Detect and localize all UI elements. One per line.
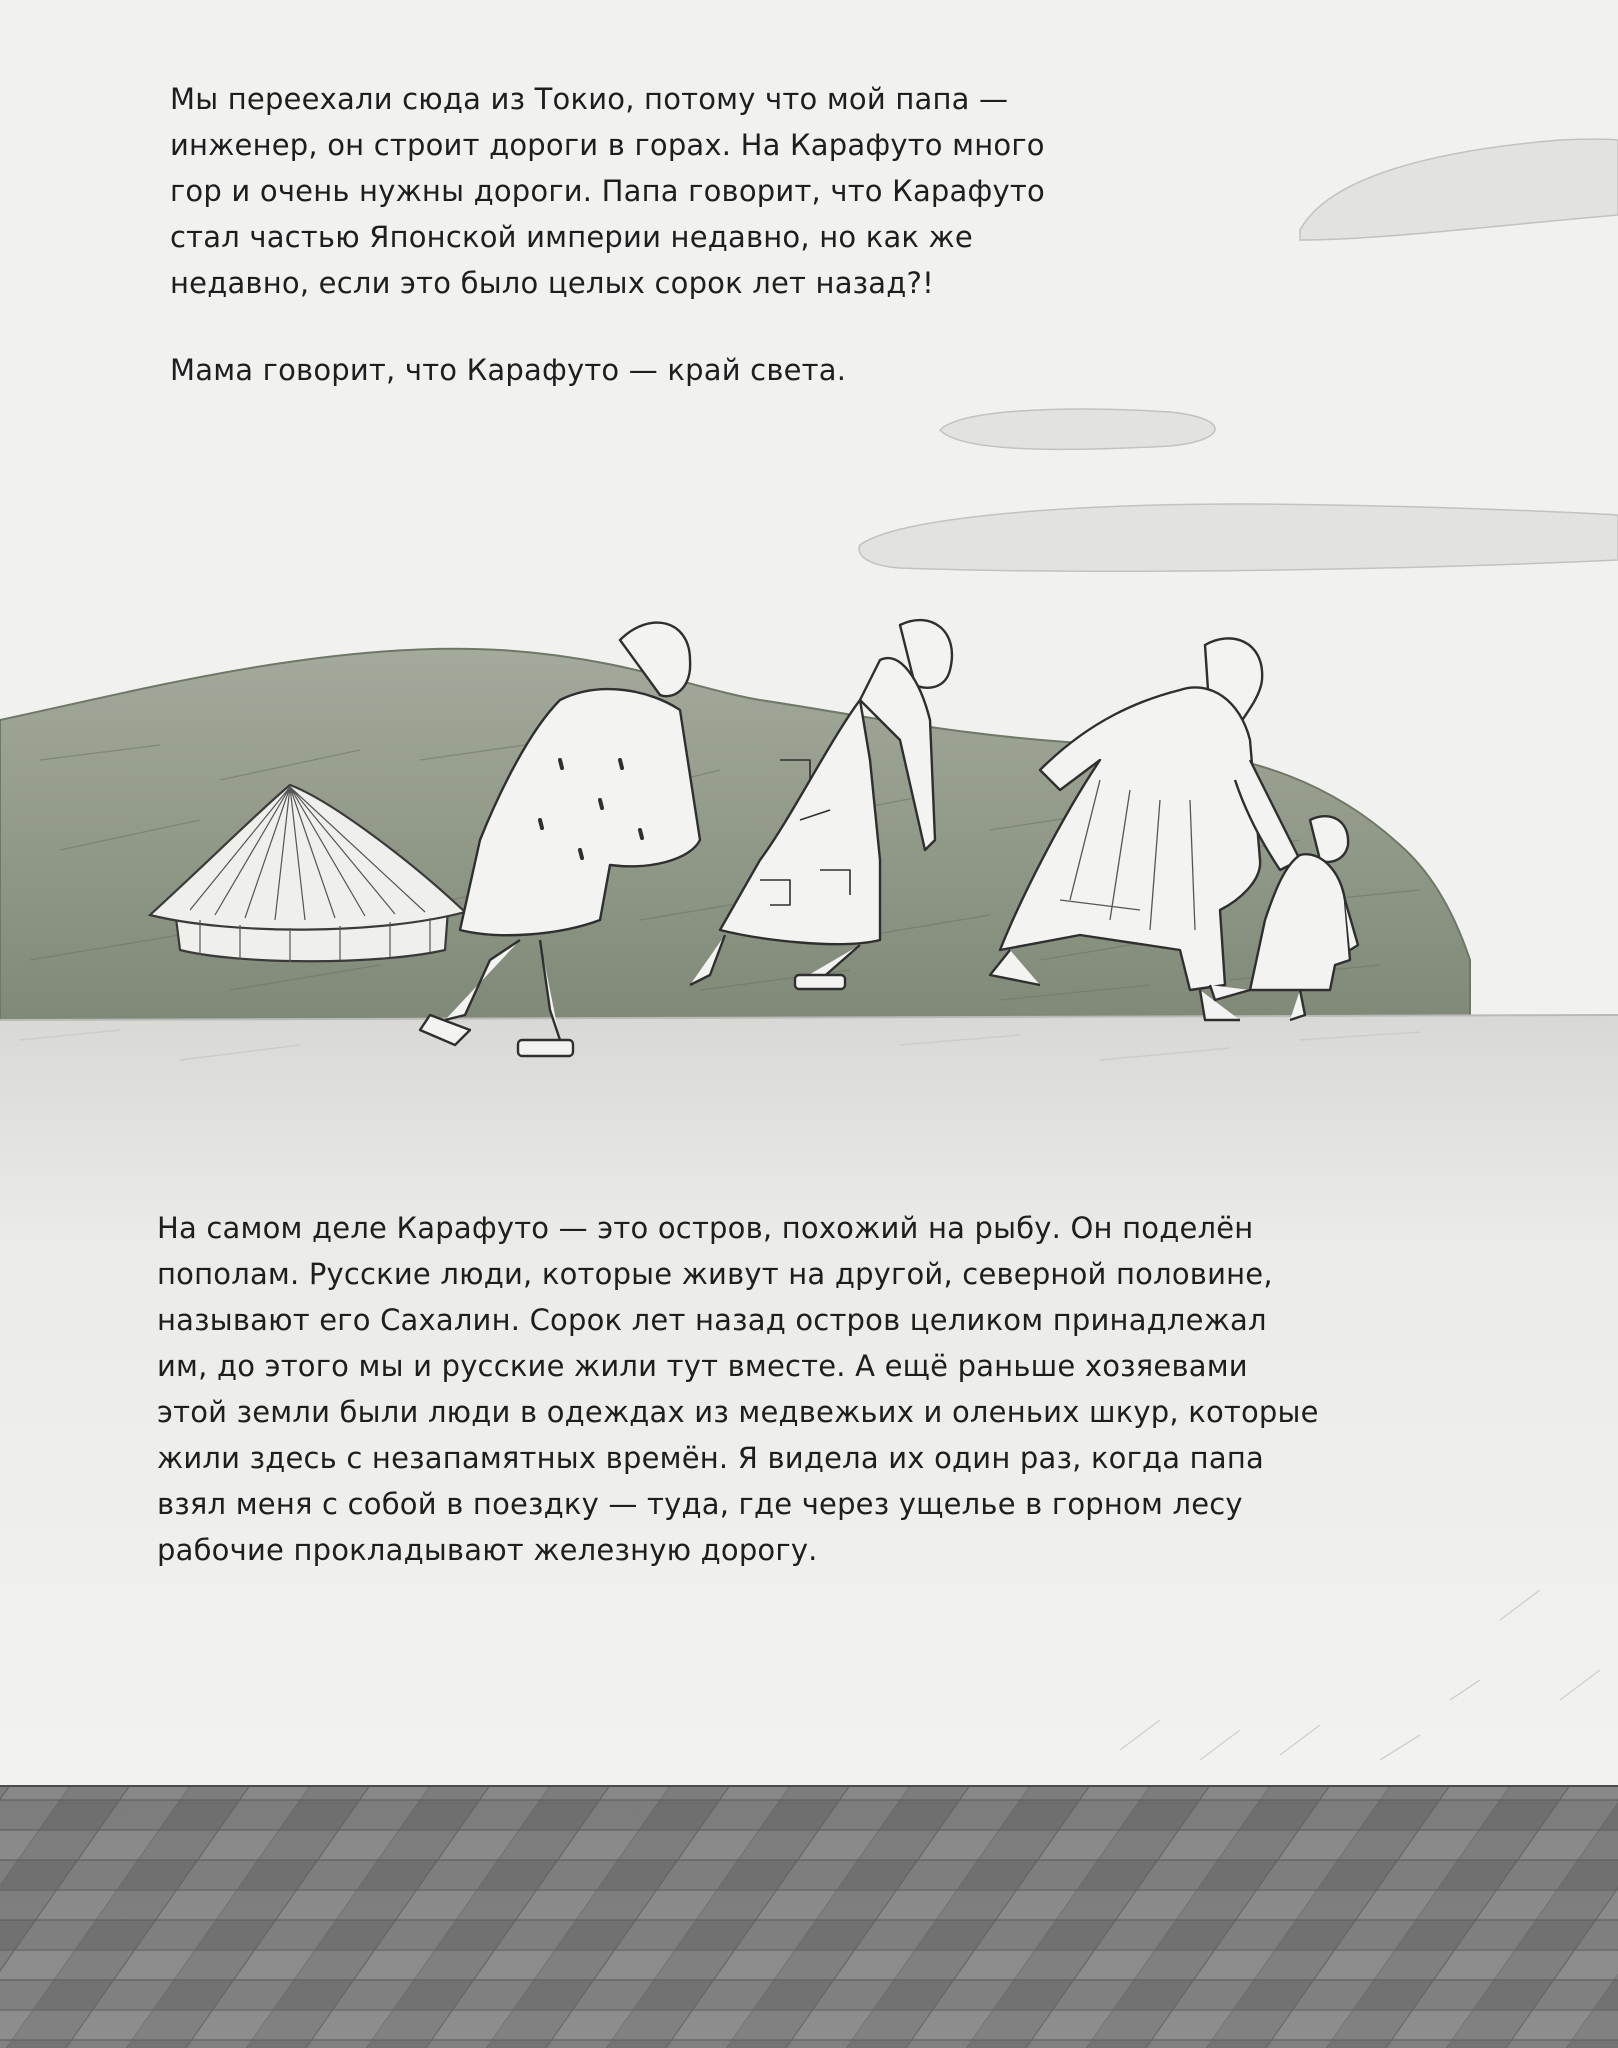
text-line: Мама говорит, что Карафуто — край света.: [170, 353, 847, 387]
text-line: Мы переехали сюда из Токио, потому что мой папа —: [170, 82, 1009, 116]
text-line: им, до этого мы и русские жили тут вместе. А ещё раньше хозяевами: [157, 1349, 1248, 1383]
text-line: инженер, он строит дороги в горах. На Карафуто много: [170, 128, 1045, 162]
text-line: рабочие прокладывают железную дорогу.: [157, 1533, 818, 1567]
text-line: жили здесь с незапамятных времён. Я видела их один раз, когда папа: [157, 1441, 1264, 1475]
text-line: недавно, если это было целых сорок лет назад?!: [170, 266, 934, 300]
text-line: взял меня с собой в поездку — туда, где через ущелье в горном лесу: [157, 1487, 1243, 1521]
text-line: называют его Сахалин. Сорок лет назад остров целиком принадлежал: [157, 1303, 1267, 1337]
text-line: этой земли были люди в одеждах из медвежьих и оленьих шкур, которые: [157, 1395, 1319, 1429]
paragraph-island: [157, 1205, 1319, 1573]
text-line: стал частью Японской империи недавно, но как же: [170, 220, 973, 254]
paragraph-intro: [170, 76, 1045, 306]
paragraph-mama: [170, 347, 846, 393]
text-line: пополам. Русские люди, которые живут на другой, северной половине,: [157, 1257, 1273, 1291]
text-line: гор и очень нужны дороги. Папа говорит, что Карафуто: [170, 174, 1045, 208]
text-line: На самом деле Карафуто — это остров, похожий на рыбу. Он поделён: [157, 1211, 1254, 1245]
